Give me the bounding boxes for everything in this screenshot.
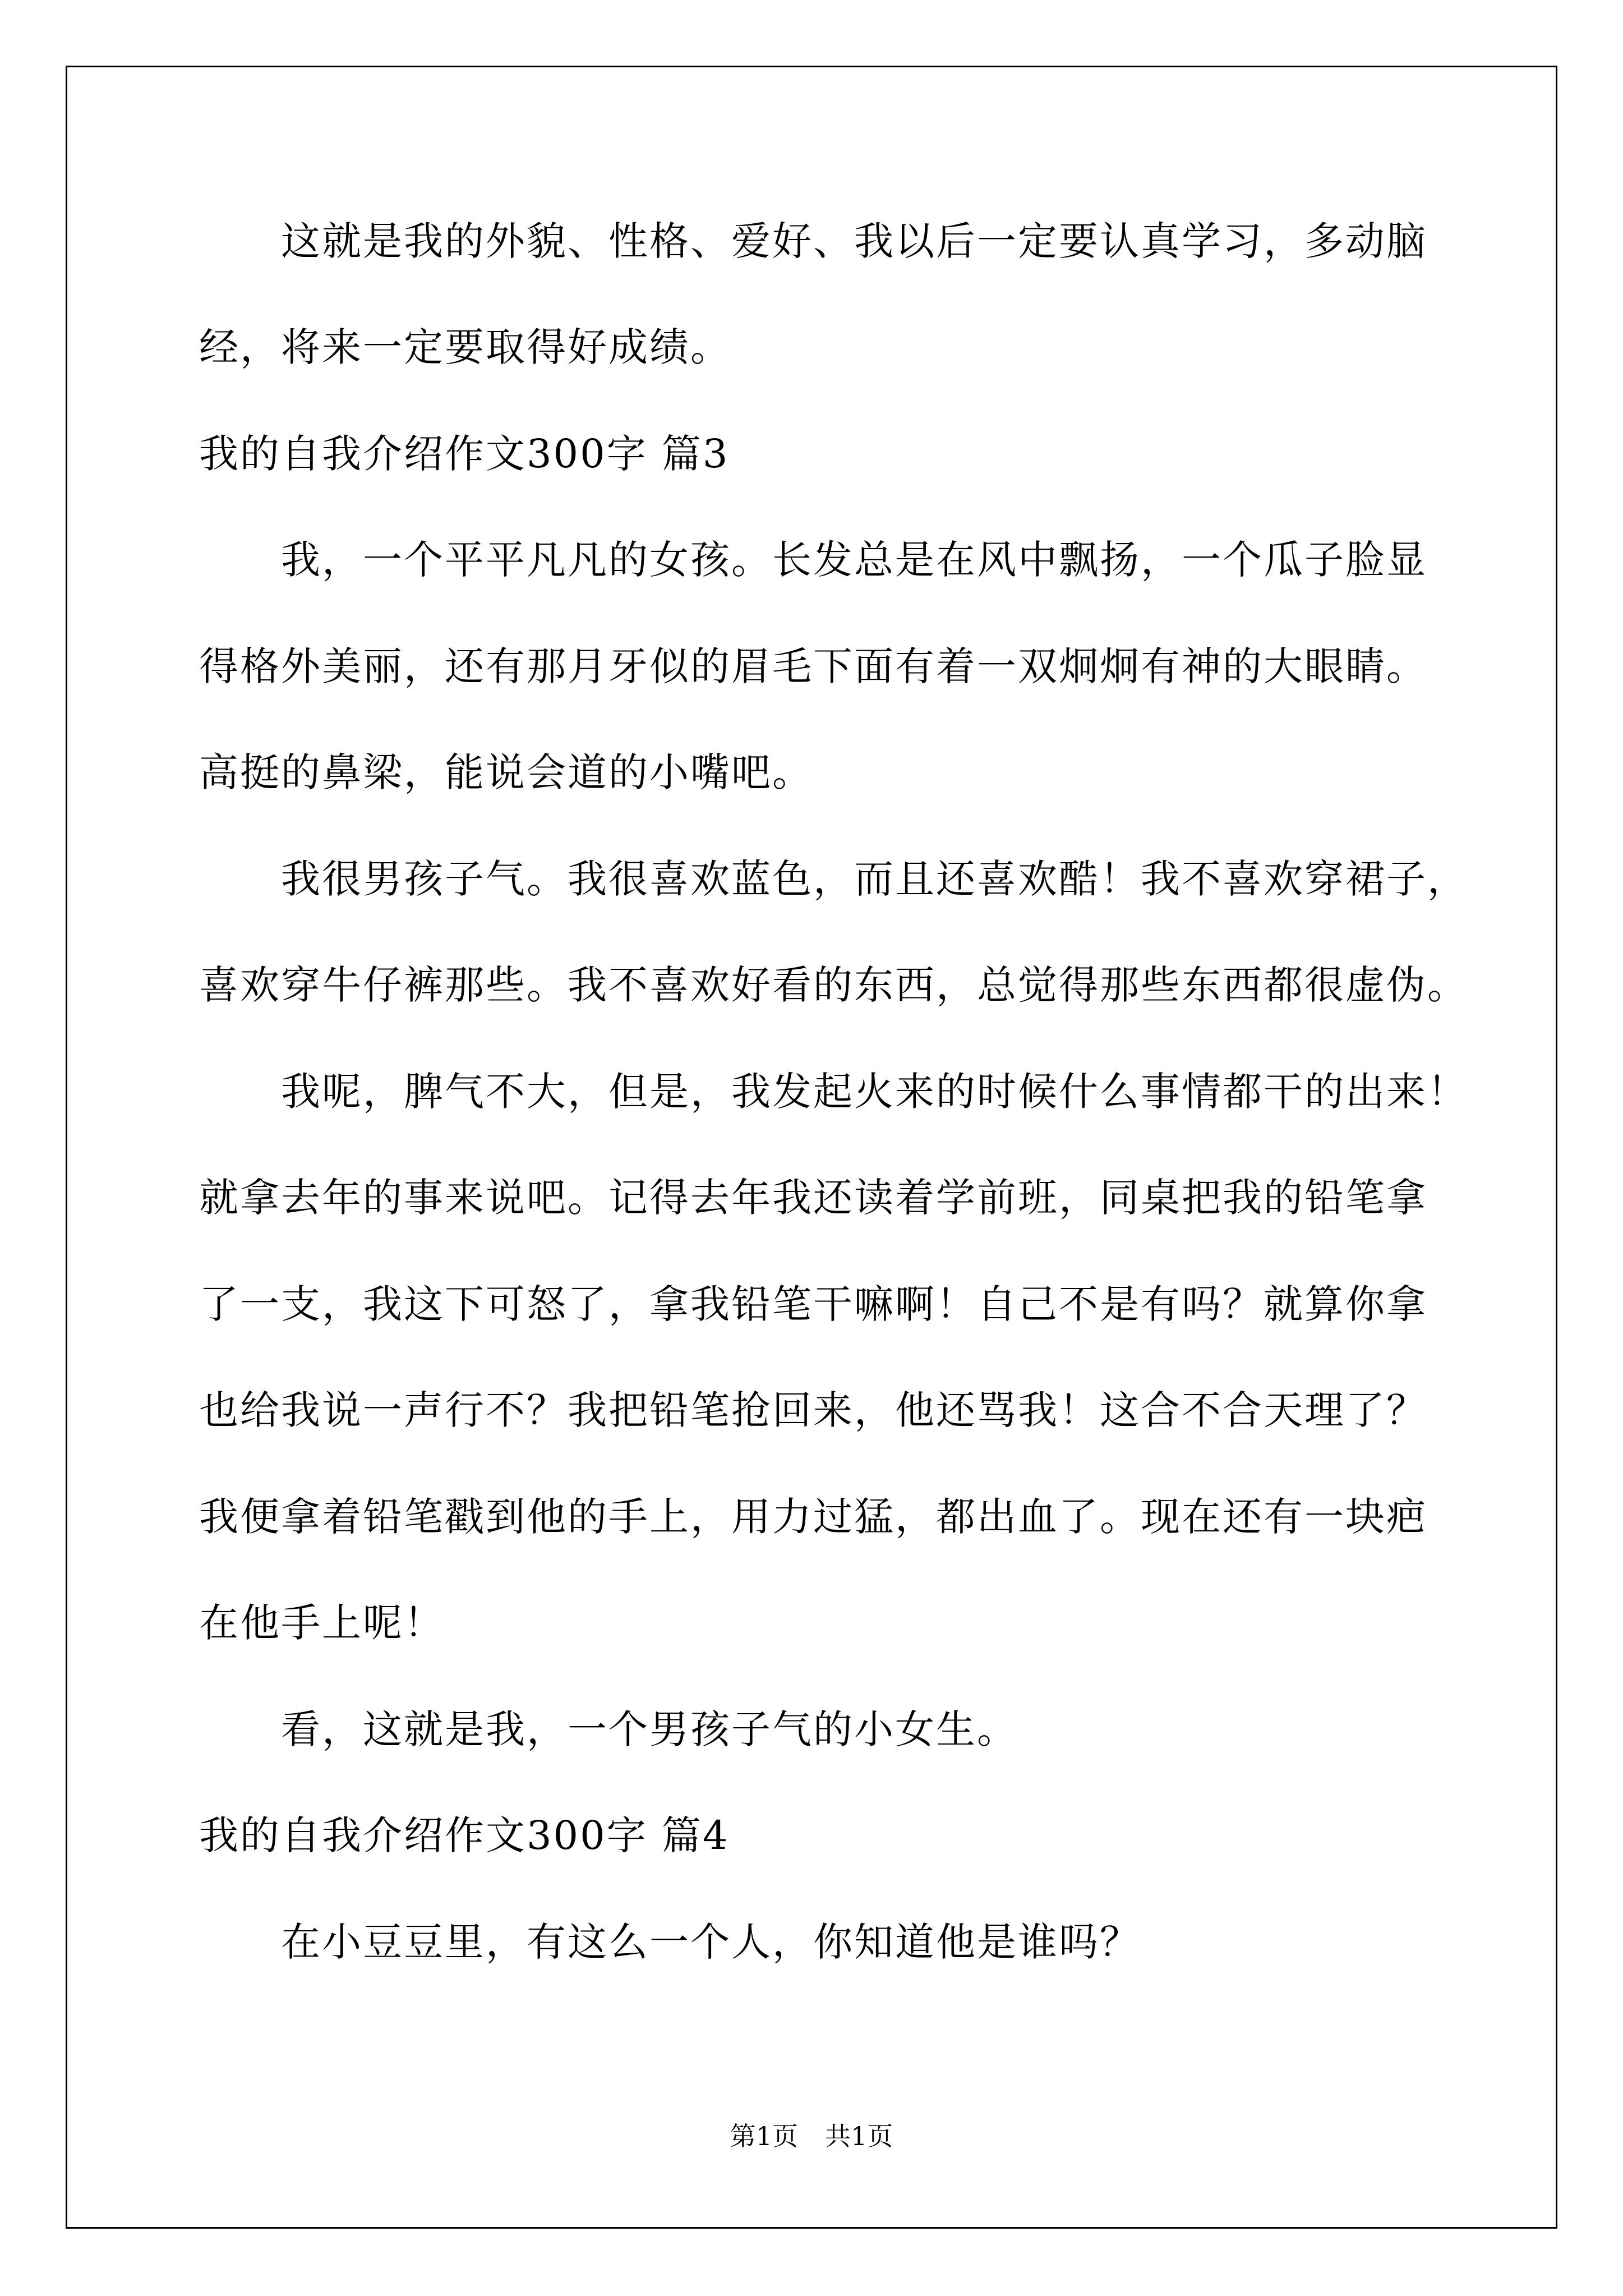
paragraph-line: 了一支，我这下可怒了，拿我铅笔干嘛啊！自己不是有吗？就算你拿	[199, 1281, 1427, 1327]
section-heading: 我的自我介绍作文300字 篇4	[199, 1812, 730, 1858]
paragraph-line: 在他手上呢！	[199, 1600, 445, 1646]
section-heading: 我的自我介绍作文300字 篇3	[199, 431, 730, 477]
paragraph-line: 得格外美丽，还有那月牙似的眉毛下面有着一双炯炯有神的大眼睛。	[199, 643, 1427, 689]
paragraph-line: 我很男孩子气。我很喜欢蓝色，而且还喜欢酷！我不喜欢穿裙子，	[281, 856, 1468, 902]
paragraph-line: 喜欢穿牛仔裤那些。我不喜欢好看的东西，总觉得那些东西都很虚伪。	[199, 962, 1468, 1008]
page-number-total: 共1页	[825, 2121, 893, 2151]
paragraph-line: 我便拿着铅笔戳到他的手上，用力过猛，都出血了。现在还有一块疤	[199, 1494, 1427, 1540]
paragraph-line: 高挺的鼻梁，能说会道的小嘴吧。	[199, 749, 813, 795]
paragraph-line: 就拿去年的事来说吧。记得去年我还读着学前班，同桌把我的铅笔拿	[199, 1175, 1427, 1221]
paragraph-line: 也给我说一声行不？我把铅笔抢回来，他还骂我！这合不合天理了？	[199, 1387, 1427, 1433]
paragraph-line: 看，这就是我，一个男孩子气的小女生。	[281, 1706, 1018, 1752]
paragraph-line: 这就是我的外貌、性格、爱好、我以后一定要认真学习，多动脑	[281, 218, 1427, 264]
paragraph-line: 经，将来一定要取得好成绩。	[199, 324, 731, 370]
page-number-current: 第1页	[730, 2121, 798, 2151]
page-footer	[0, 2119, 1623, 2153]
paragraph-line: 我，一个平平凡凡的女孩。长发总是在风中飘扬，一个瓜子脸显	[281, 537, 1427, 583]
page-border	[66, 66, 1557, 2229]
paragraph-line: 我呢，脾气不大，但是，我发起火来的时候什么事情都干的出来！	[281, 1069, 1468, 1115]
paragraph-line: 在小豆豆里，有这么一个人，你知道他是谁吗？	[281, 1919, 1141, 1965]
